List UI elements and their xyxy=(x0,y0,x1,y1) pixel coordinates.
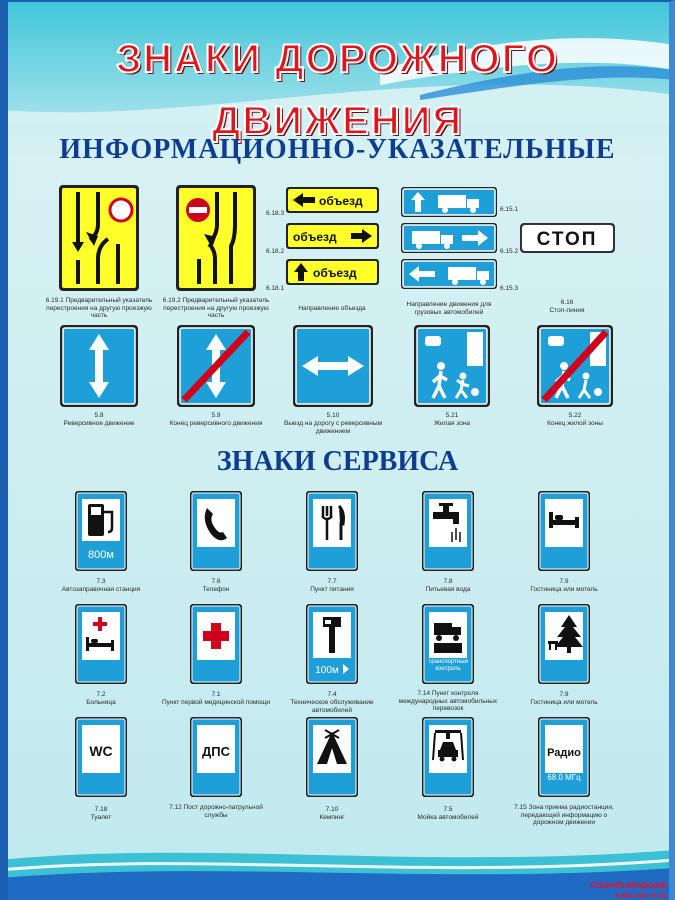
code-7-10: 7.10 xyxy=(325,806,339,813)
sign-6-18-1 xyxy=(285,258,380,286)
code-5-10: 5.10 xyxy=(326,412,340,419)
code-6-18-3: 6.18.3 xyxy=(266,210,285,217)
code-7-2: 7.2 xyxy=(96,691,106,698)
code-6-15-2: 6.15.2 xyxy=(500,248,519,255)
sign-5-8 xyxy=(59,324,139,408)
caption-7-1: Пункт первой медицинской помощи xyxy=(161,699,271,706)
sign-6-19-2 xyxy=(175,184,257,292)
sign-5-10 xyxy=(292,324,374,408)
caption-7-9-b: Гостиница или мотель xyxy=(530,699,598,706)
sign-6-16 xyxy=(519,222,616,254)
caption-7-14: 7.14 Пункт контроля международных автомобильных перевозок xyxy=(398,690,498,712)
sign-7-14: Транспортный контроль xyxy=(421,603,475,685)
code-5-22: 5.22 xyxy=(568,412,582,419)
section-title-service: ЗНАКИ СЕРВИСА xyxy=(216,446,459,477)
svg-text:СТОП: СТОП xyxy=(536,229,598,250)
code-6-18-1: 6.18.1 xyxy=(266,285,285,292)
sign-7-9-a xyxy=(537,490,591,572)
caption-5-21: Жилая зона xyxy=(433,420,471,427)
svg-text:ДПС: ДПС xyxy=(202,744,230,759)
code-5-9: 5.9 xyxy=(211,412,221,419)
sign-5-9 xyxy=(176,324,256,408)
caption-7-10: Кемпинг xyxy=(319,814,345,821)
code-6-15-1: 6.15.1 xyxy=(500,206,519,213)
code-5-21: 5.21 xyxy=(445,412,459,419)
sign-7-1 xyxy=(189,603,243,685)
caption-7-6: Телефон xyxy=(202,586,230,593)
code-5-8: 5.8 xyxy=(94,412,104,419)
sign-7-4 xyxy=(305,603,359,685)
svg-text:объезд: объезд xyxy=(319,194,363,208)
sign-7-6 xyxy=(189,490,243,572)
code-7-4: 7.4 xyxy=(327,691,337,698)
caption-6-19-1: 6.19.1 Предварительный указатель перестроения на другую проезжую часть xyxy=(45,297,153,319)
sign-6-15-3 xyxy=(400,258,498,290)
sign-7-12 xyxy=(189,716,243,798)
sign-7-9-b xyxy=(537,603,591,685)
caption-5-10: Выезд на дорогу с реверсивным движением xyxy=(284,420,382,435)
brand-logo: СтендыИнфорф xyxy=(590,880,667,890)
code-7-8: 7.8 xyxy=(443,578,453,585)
caption-6-16: Стоп-линия xyxy=(549,307,585,314)
svg-text:WC: WC xyxy=(89,743,113,759)
sign-6-18-2 xyxy=(285,222,380,250)
code-7-6: 7.6 xyxy=(211,578,221,585)
sign-7-15: Радио 68.0 МГц xyxy=(537,716,591,798)
caption-5-9: Конец реверсивного движения xyxy=(169,420,263,427)
svg-text:объезд: объезд xyxy=(293,230,337,244)
caption-7-9-a: Гостиница или мотель xyxy=(530,586,598,593)
sign-6-18-3 xyxy=(285,186,380,214)
section-title-info: ИНФОРМАЦИОННО-УКАЗАТЕЛЬНЫЕ xyxy=(59,134,616,165)
code-7-3: 7.3 xyxy=(96,578,106,585)
caption-6-19-2: 6.19.2 Предварительный указатель перестроения на другую проезжую часть xyxy=(162,297,270,319)
caption-5-22: Конец жилой зоны xyxy=(547,420,603,427)
caption-7-15: 7.15 Зона приема радиостанции, передающей информацию о дорожном движении xyxy=(514,804,614,826)
sign-7-18 xyxy=(74,716,128,798)
svg-text:100м: 100м xyxy=(315,665,339,676)
caption-7-5: Мойка автомобилей xyxy=(417,814,479,821)
svg-text:объезд: объезд xyxy=(313,266,357,280)
sign-7-2 xyxy=(74,603,128,685)
caption-7-12: 7.12 Пост дорожно-патрульной службы xyxy=(169,804,263,819)
caption-6-15: Направление движения для грузовых автомобилей xyxy=(406,301,492,316)
caption-7-2: Больница xyxy=(86,699,116,706)
svg-text:Радио: Радио xyxy=(547,747,581,759)
code-7-9-a: 7.9 xyxy=(559,578,569,585)
sign-7-7 xyxy=(305,490,359,572)
code-7-18: 7.18 xyxy=(94,806,108,813)
sign-5-22 xyxy=(536,324,614,408)
sign-6-15-2 xyxy=(400,222,498,254)
code-6-18-2: 6.18.2 xyxy=(266,248,285,255)
code-7-7: 7.7 xyxy=(327,578,337,585)
caption-7-18: Туалет xyxy=(90,814,112,821)
code-7-5: 7.5 xyxy=(443,806,453,813)
poster-title: ЗНАКИ ДОРОЖНОГО ДВИЖЕНИЯ xyxy=(116,37,559,143)
sign-7-3 xyxy=(74,490,128,572)
caption-7-4: Техническое обслуживание автомобилей xyxy=(290,699,374,714)
sign-7-5 xyxy=(421,716,475,798)
caption-6-18: Направление объезда xyxy=(298,305,366,312)
sign-7-8 xyxy=(421,490,475,572)
caption-5-8: Реверсивное движение xyxy=(63,420,135,427)
caption-7-3: Автозаправочная станция xyxy=(61,586,141,593)
code-7-9-b: 7.9 xyxy=(559,691,569,698)
sign-7-10 xyxy=(305,716,359,798)
caption-7-8: Питьевая вода xyxy=(425,586,471,593)
code-7-1: 7.1 xyxy=(211,691,221,698)
code-6-16: 6.16 xyxy=(560,299,574,306)
sign-6-19-1 xyxy=(58,184,140,292)
sign-6-15-1 xyxy=(400,186,498,218)
sign-5-21 xyxy=(413,324,491,408)
caption-7-7: Пункт питания xyxy=(310,586,354,593)
code-6-15-3: 6.15.3 xyxy=(500,285,519,292)
svg-text:800м: 800м xyxy=(88,549,114,561)
brand-phone: 8-800-100-70-81 xyxy=(614,893,667,900)
